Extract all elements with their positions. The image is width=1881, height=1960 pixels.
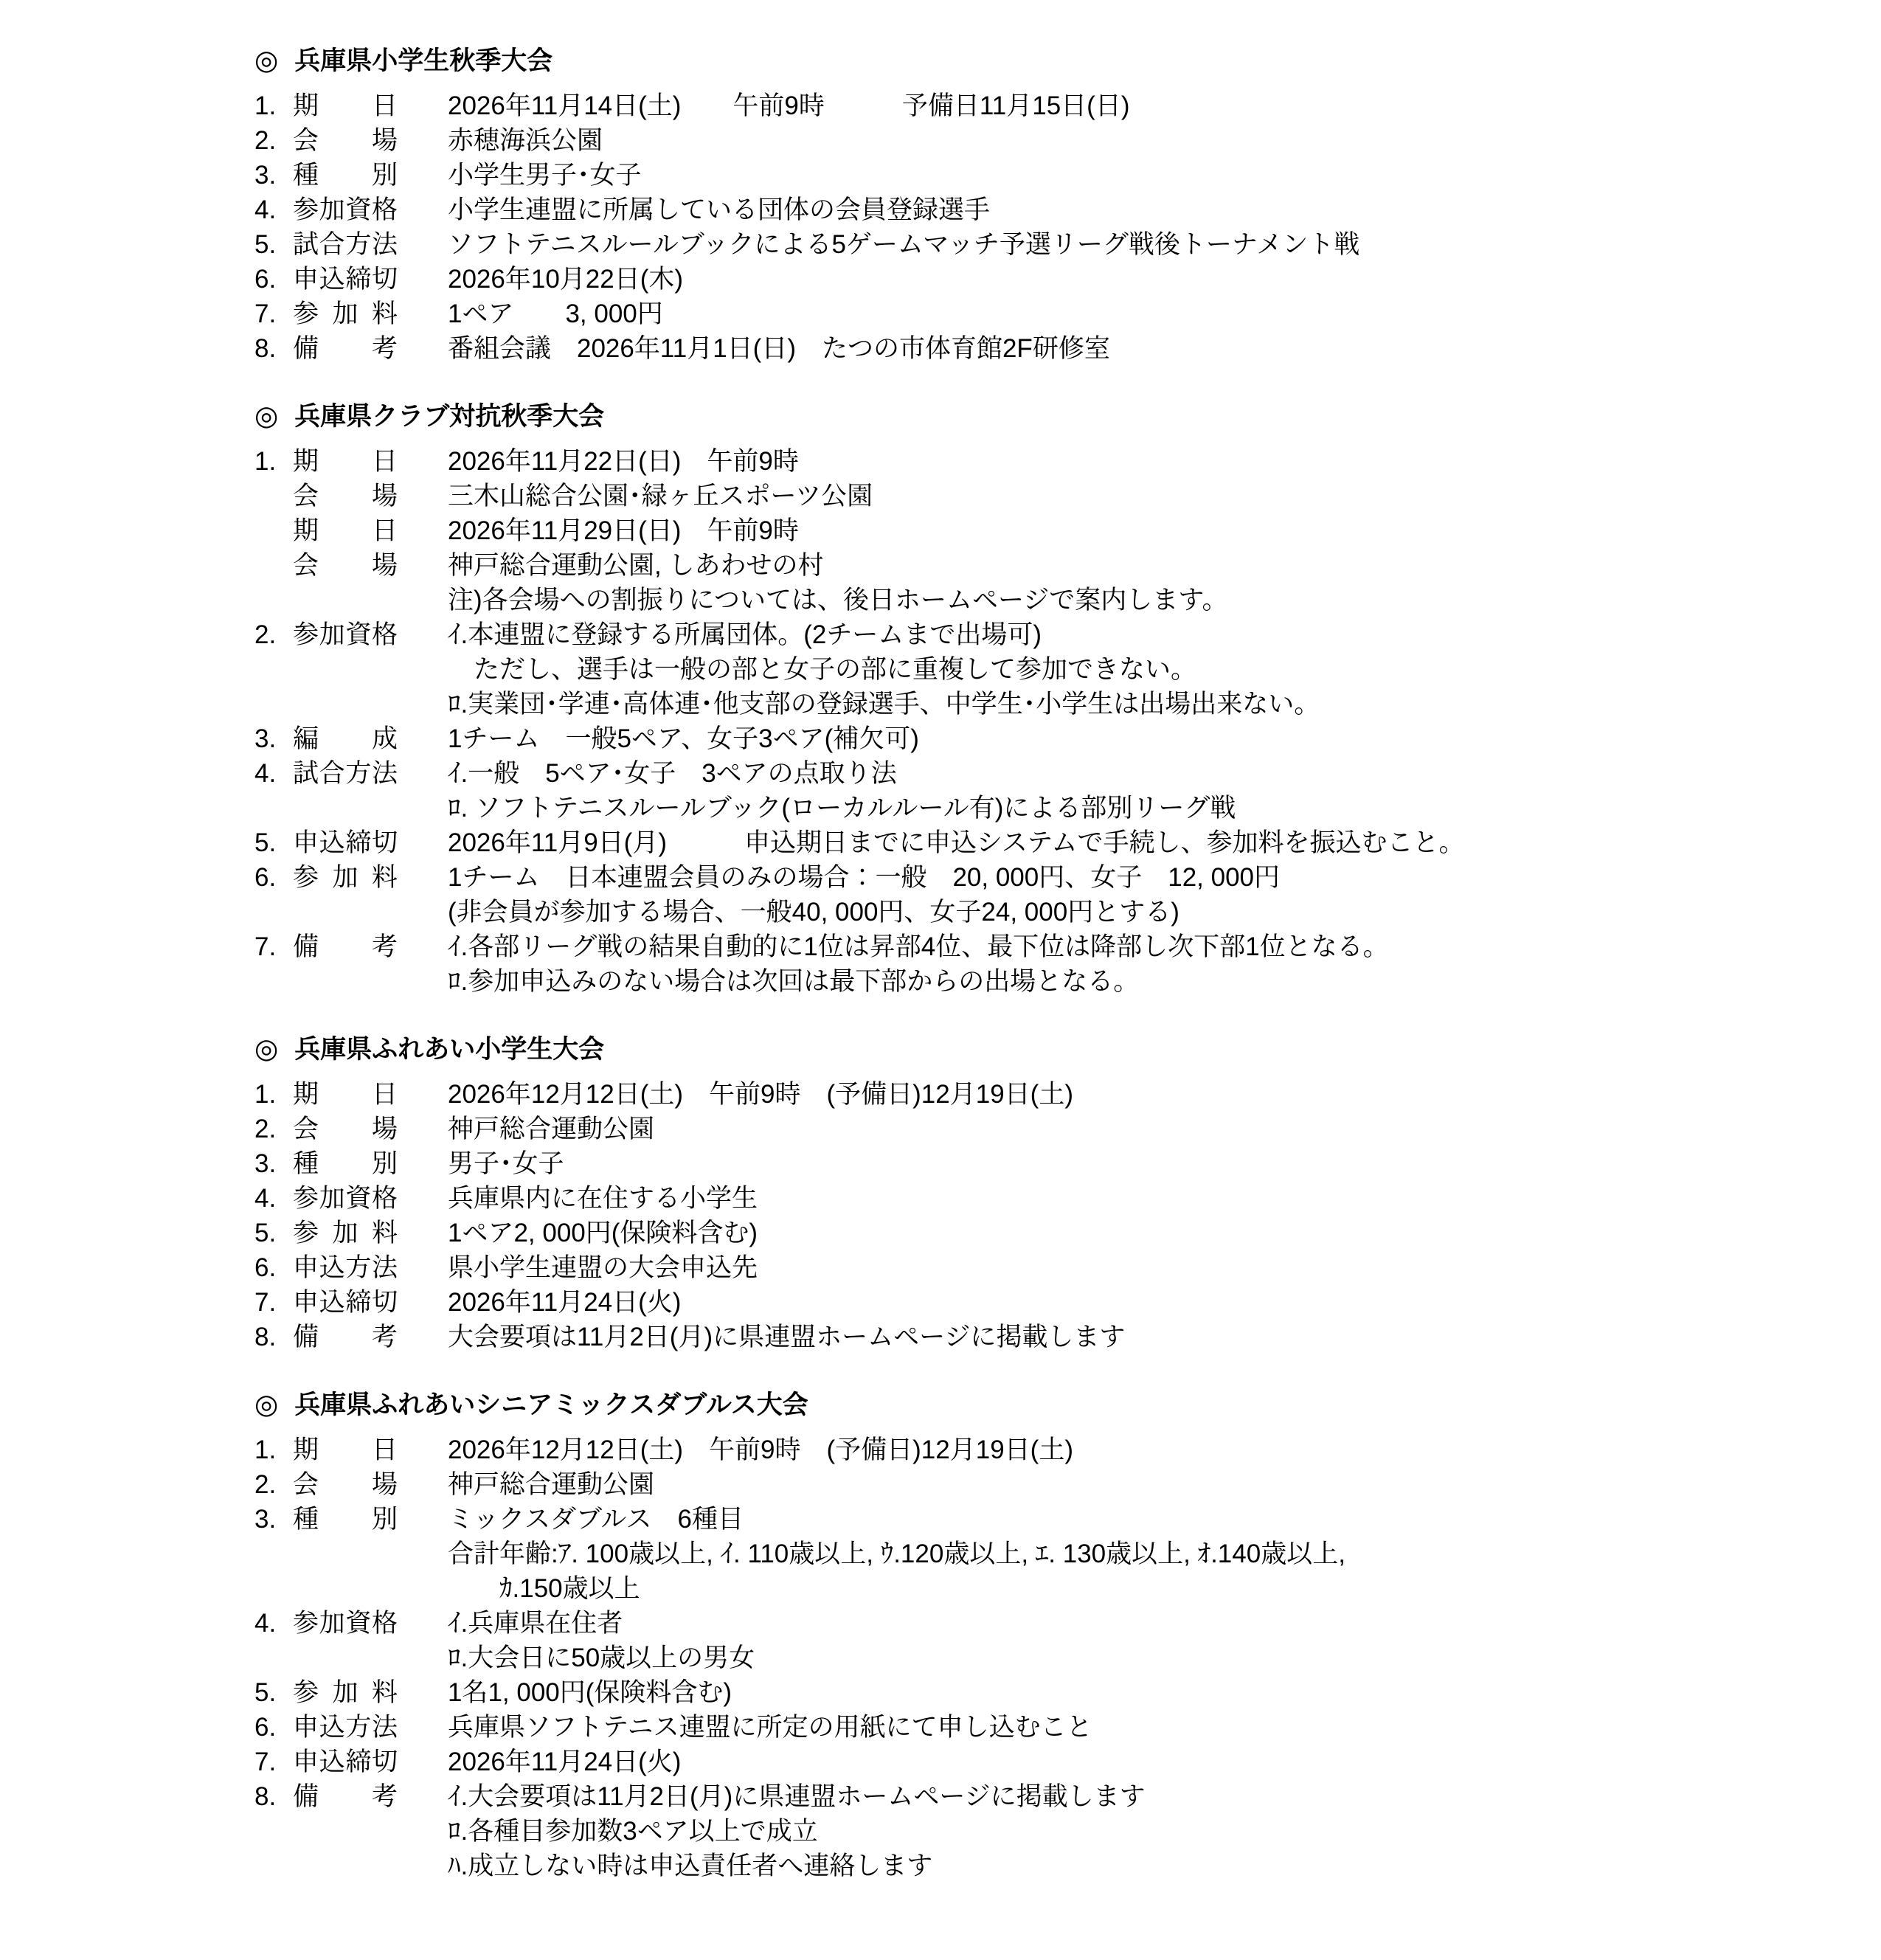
detail-row [254, 1146, 1837, 1181]
detail-row [254, 1814, 1837, 1849]
double-circle-bullet-icon: ◎ [254, 45, 279, 75]
detail-row [254, 1710, 1837, 1745]
row-number: 3. [254, 161, 277, 190]
detail-row [254, 929, 1837, 964]
row-label: 申込締切 [293, 265, 398, 294]
detail-row [254, 262, 1837, 297]
detail-row [254, 1112, 1837, 1146]
row-value: ミックスダブルス 6種目 [448, 1505, 744, 1534]
row-value: 2026年11月29日(日) 午前9時 [448, 516, 799, 545]
row-label: 備考 [293, 932, 398, 961]
detail-row [254, 1675, 1837, 1710]
detail-row [254, 1216, 1837, 1250]
row-number: 1. [254, 91, 277, 120]
row-value: ﾛ.参加申込みのない場合は次回は最下部からの出場となる。 [448, 967, 1140, 996]
row-number: 4. [254, 759, 277, 788]
row-number: 4. [254, 1184, 277, 1213]
detail-row [254, 444, 1837, 479]
row-number: 2. [254, 620, 277, 649]
detail-row [254, 89, 1837, 123]
row-value: 神戸総合運動公園, しあわせの村 [448, 551, 824, 580]
row-value: 県小学生連盟の大会申込先 [448, 1253, 758, 1282]
detail-row [254, 617, 1837, 652]
row-value: 赤穂海浜公園 [448, 126, 603, 155]
row-label: 申込締切 [293, 828, 398, 857]
row-value: 男子･女子 [448, 1149, 564, 1178]
detail-row [254, 756, 1837, 791]
row-number: 4. [254, 195, 277, 224]
row-label: 備考 [293, 1323, 398, 1351]
double-circle-bullet-icon: ◎ [254, 401, 279, 431]
row-label: 会場 [293, 1115, 398, 1143]
row-value: 兵庫県ソフトテニス連盟に所定の用紙にて申し込むこと [448, 1713, 1092, 1742]
row-label: 会場 [293, 1470, 398, 1499]
section-rows [254, 1433, 1837, 1883]
section-title-text: 兵庫県小学生秋季大会 [294, 46, 553, 75]
row-label: 参加料 [293, 863, 398, 892]
row-label: 期日 [293, 1436, 398, 1464]
row-value: 2026年11月9日(月) 申込期日までに申込システムで手続し、参加料を振込むこと。 [448, 828, 1465, 857]
row-number: 6. [254, 265, 277, 294]
tournament-section [254, 1031, 1837, 1354]
section-rows [254, 89, 1837, 366]
row-value: 2026年10月22日(木) [448, 265, 684, 294]
row-number: 3. [254, 724, 277, 753]
row-label: 会場 [293, 551, 398, 580]
row-label: 会場 [293, 482, 398, 510]
row-label: 備考 [293, 1782, 398, 1811]
row-label: 参加資格 [293, 1609, 398, 1638]
row-label: 参加資格 [293, 1184, 398, 1213]
detail-row [254, 1571, 1837, 1606]
row-value: ﾛ.大会日に50歳以上の男女 [448, 1644, 755, 1672]
detail-row [254, 1779, 1837, 1814]
row-value: ｲ.兵庫県在住者 [448, 1609, 623, 1638]
row-value: 神戸総合運動公園 [448, 1470, 655, 1499]
row-label: 参加料 [293, 299, 398, 328]
row-number: 8. [254, 334, 277, 363]
row-number: 5. [254, 1219, 277, 1247]
detail-row [254, 227, 1837, 262]
detail-row [254, 1606, 1837, 1641]
section-title [254, 398, 1837, 434]
row-value: (非会員が参加する場合、一般40, 000円、女子24, 000円とする) [448, 898, 1179, 927]
tournament-section [254, 43, 1837, 366]
section-title-text: 兵庫県ふれあい小学生大会 [294, 1035, 605, 1064]
detail-row [254, 1250, 1837, 1285]
row-value: 神戸総合運動公園 [448, 1115, 655, 1143]
row-number: 5. [254, 828, 277, 857]
detail-row [254, 721, 1837, 756]
row-value: 1名1, 000円(保険料含む) [448, 1678, 732, 1707]
section-title [254, 1387, 1837, 1422]
section-rows [254, 1077, 1837, 1354]
row-number: 1. [254, 1436, 277, 1464]
row-number: 4. [254, 1609, 277, 1638]
row-value: 大会要項は11月2日(月)に県連盟ホームページに掲載します [448, 1323, 1126, 1351]
detail-row [254, 1502, 1837, 1537]
row-number: 3. [254, 1149, 277, 1178]
row-value: ｲ.大会要項は11月2日(月)に県連盟ホームページに掲載します [448, 1782, 1146, 1811]
row-value: ｶ.150歳以上 [448, 1574, 640, 1603]
tournament-section [254, 1387, 1837, 1883]
detail-row [254, 513, 1837, 548]
row-number: 6. [254, 1713, 277, 1742]
row-number: 2. [254, 1470, 277, 1499]
row-label: 参加料 [293, 1678, 398, 1707]
detail-row [254, 158, 1837, 193]
row-number: 1. [254, 1080, 277, 1109]
detail-row [254, 193, 1837, 227]
row-value: ただし、選手は一般の部と女子の部に重複して参加できない。 [448, 655, 1197, 684]
double-circle-bullet-icon: ◎ [254, 1033, 279, 1064]
row-number: 2. [254, 1115, 277, 1143]
row-value: 2026年12月12日(土) 午前9時 (予備日)12月19日(土) [448, 1080, 1073, 1109]
detail-row [254, 1433, 1837, 1467]
detail-row [254, 825, 1837, 860]
detail-row [254, 895, 1837, 929]
detail-row [254, 331, 1837, 366]
row-value: ソフトテニスルールブックによる5ゲームマッチ予選リーグ戦後トーナメント戦 [448, 230, 1360, 259]
row-number: 3. [254, 1505, 277, 1534]
detail-row [254, 297, 1837, 331]
row-label: 試合方法 [293, 759, 398, 788]
section-rows [254, 444, 1837, 999]
row-label: 種別 [293, 1505, 398, 1534]
row-label: 申込締切 [293, 1288, 398, 1317]
row-number: 1. [254, 447, 277, 476]
row-number: 7. [254, 932, 277, 961]
row-label: 種別 [293, 1149, 398, 1178]
section-title-text: 兵庫県クラブ対抗秋季大会 [294, 402, 605, 431]
row-value: ﾛ.実業団･学連･高体連･他支部の登録選手、中学生･小学生は出場出来ない。 [448, 690, 1320, 718]
detail-row [254, 687, 1837, 721]
detail-row [254, 1849, 1837, 1883]
row-number: 5. [254, 1678, 277, 1707]
row-value: 2026年11月24日(火) [448, 1288, 682, 1317]
row-value: 合計年齢:ｱ. 100歳以上, ｲ. 110歳以上, ｳ.120歳以上, ｴ. 130歳以上, ｵ.140歳以上, [448, 1540, 1345, 1568]
row-label: 備考 [293, 334, 398, 363]
detail-row [254, 1077, 1837, 1112]
row-value: 1チーム 日本連盟会員のみの場合：一般 20, 000円、女子 12, 000円 [448, 863, 1281, 892]
detail-row [254, 1537, 1837, 1571]
detail-row [254, 1285, 1837, 1320]
row-number: 7. [254, 299, 277, 328]
row-value: 2026年11月24日(火) [448, 1748, 682, 1776]
tournament-section [254, 398, 1837, 999]
row-value: 三木山総合公園･緑ヶ丘スポーツ公園 [448, 482, 873, 510]
row-number: 7. [254, 1748, 277, 1776]
row-value: 2026年11月22日(日) 午前9時 [448, 447, 799, 476]
row-label: 会場 [293, 126, 398, 155]
double-circle-bullet-icon: ◎ [254, 1389, 279, 1419]
row-value: ｲ.本連盟に登録する所属団体。(2チームまで出場可) [448, 620, 1042, 649]
section-title [254, 1031, 1837, 1067]
row-value: ﾊ.成立しない時は申込責任者へ連絡します [448, 1852, 933, 1880]
row-number: 5. [254, 230, 277, 259]
row-value: 兵庫県内に在住する小学生 [448, 1184, 758, 1213]
detail-row [254, 1320, 1837, 1354]
row-value: ｲ.一般 5ペア･女子 3ペアの点取り法 [448, 759, 897, 788]
row-value: ﾛ. ソフトテニスルールブック(ローカルルール有)による部別リーグ戦 [448, 794, 1236, 823]
row-label: 参加料 [293, 1219, 398, 1247]
row-value: 1ペア 3, 000円 [448, 299, 663, 328]
row-value: 2026年11月14日(土) 午前9時 予備日11月15日(日) [448, 91, 1130, 120]
detail-row [254, 964, 1837, 999]
row-value: ｲ.各部リーグ戦の結果自動的に1位は昇部4位、最下位は降部し次下部1位となる。 [448, 932, 1389, 961]
row-value: 注)各会場への割振りについては、後日ホームページで案内します。 [448, 586, 1228, 614]
detail-row [254, 1745, 1837, 1779]
row-number: 6. [254, 1253, 277, 1282]
row-value: 小学生連盟に所属している団体の会員登録選手 [448, 195, 991, 224]
detail-row [254, 123, 1837, 158]
row-number: 8. [254, 1323, 277, 1351]
row-label: 申込締切 [293, 1748, 398, 1776]
row-value: 1ペア2, 000円(保険料含む) [448, 1219, 758, 1247]
detail-row [254, 652, 1837, 687]
detail-row [254, 479, 1837, 513]
detail-row [254, 791, 1837, 825]
row-label: 期日 [293, 1080, 398, 1109]
detail-row [254, 1181, 1837, 1216]
row-value: ﾛ.各種目参加数3ペア以上で成立 [448, 1817, 818, 1846]
row-number: 2. [254, 126, 277, 155]
section-title-text: 兵庫県ふれあいシニアミックスダブルス大会 [294, 1391, 808, 1419]
row-label: 期日 [293, 447, 398, 476]
row-label: 申込方法 [293, 1253, 398, 1282]
row-number: 8. [254, 1782, 277, 1811]
row-label: 参加資格 [293, 620, 398, 649]
row-number: 6. [254, 863, 277, 892]
row-value: 1チーム 一般5ペア、女子3ペア(補欠可) [448, 724, 919, 753]
row-label: 種別 [293, 161, 398, 190]
detail-row [254, 548, 1837, 583]
row-label: 参加資格 [293, 195, 398, 224]
row-label: 申込方法 [293, 1713, 398, 1742]
row-label: 試合方法 [293, 230, 398, 259]
row-label: 期日 [293, 516, 398, 545]
detail-row [254, 1641, 1837, 1675]
detail-row [254, 860, 1837, 895]
row-value: 2026年12月12日(土) 午前9時 (予備日)12月19日(土) [448, 1436, 1073, 1464]
detail-row [254, 583, 1837, 617]
row-value: 番組会議 2026年11月1日(日) たつの市体育館2F研修室 [448, 334, 1110, 363]
row-label: 編成 [293, 724, 398, 753]
row-label: 期日 [293, 91, 398, 120]
row-value: 小学生男子･女子 [448, 161, 642, 190]
row-number: 7. [254, 1288, 277, 1317]
detail-row [254, 1467, 1837, 1502]
section-title [254, 43, 1837, 78]
